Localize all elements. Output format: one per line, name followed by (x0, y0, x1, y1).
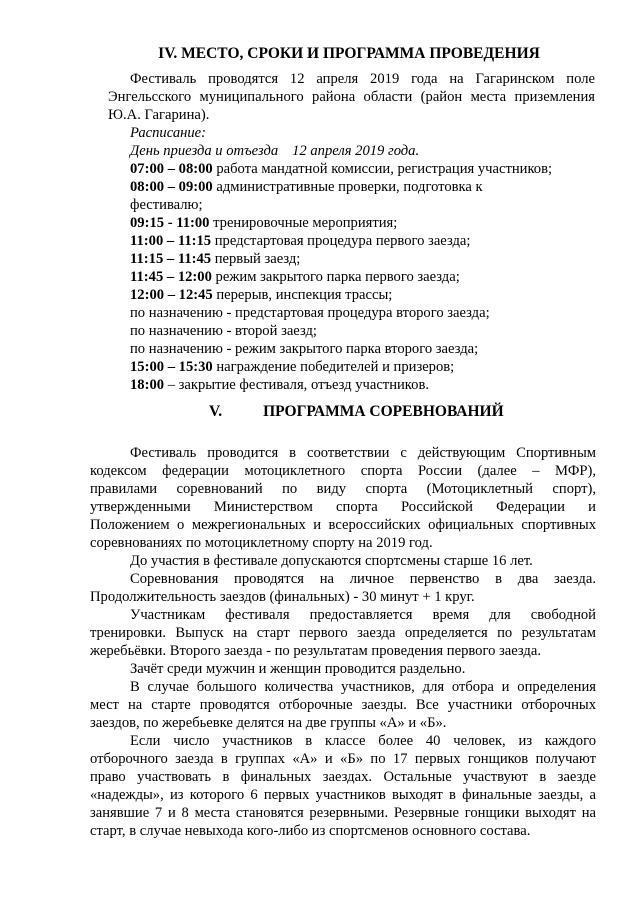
schedule-row (130, 322, 600, 340)
schedule-text: режим закрытого парка первого заезда; (211, 269, 460, 285)
schedule-row (130, 196, 600, 214)
body-line: Зачёт среди мужчин и женщин проводится раздельно. (130, 661, 466, 677)
body-line: тренировки. Выпуск на старт первого заезда определяется по результатам (90, 625, 596, 641)
intro-line-2: Энгельсского муниципального района области (район места приземления (108, 89, 595, 105)
arrival-label: День приезда и отъезда (130, 143, 279, 159)
body-line: Участникам фестиваля предоставляется время для свободной (130, 607, 596, 623)
schedule-time: 18:00 (130, 377, 165, 393)
schedule-time: 15:00 – 15:30 (130, 359, 213, 375)
schedule-row (130, 214, 600, 232)
section-5-numeral: V. (209, 403, 223, 420)
body-line: Соревнования проводятся на личное первенство в два заезда. (130, 571, 596, 587)
schedule-text: предстартовая процедура первого заезда; (211, 233, 471, 249)
schedule-text: награждение победителей и призеров; (212, 359, 455, 375)
arrival-line (130, 142, 600, 160)
section-5-title: ПРОГРАММА СОРЕВНОВАНИЙ (263, 403, 504, 420)
body-line: соревнованиях по мотоциклетному спорту на 2019 год. (90, 535, 433, 551)
body-line: занявшие 7 и 8 места становятся резервными. Резервные гонщики выходят на (90, 805, 596, 821)
schedule-text: административные проверки, подготовка к (212, 179, 483, 195)
schedule-row (130, 268, 600, 286)
body-line: Фестиваль проводится в соответствии с действующим Спортивным (130, 445, 596, 461)
body-line: утвержденными Министерством спорта Российской Федерации и (90, 499, 596, 515)
body-line: отборочного заезда в группах «А» и «Б» по 17 первых гонщиков получают (90, 751, 596, 767)
schedule-row (130, 340, 600, 358)
schedule-time: 11:00 – 11:15 (130, 233, 212, 249)
schedule-text: по назначению - предстартовая процедура второго заезда; (130, 305, 490, 321)
body-line: В случае большого количества участников, для отбора и определения (130, 679, 596, 695)
schedule-text: фестивалю; (130, 197, 203, 213)
schedule-text: по назначению - режим закрытого парка второго заезда; (130, 341, 479, 357)
schedule-time: 11:45 – 12:00 (130, 269, 212, 285)
body-line: старт, в случае невыхода кого-либо из спортсменов основного состава. (90, 823, 531, 839)
intro-line-1: Фестиваль проводятся 12 апреля 2019 года на Гагаринском поле (130, 71, 595, 87)
body-line: «надежды», из которого 6 первых участников выходят в финальные заезды, а (90, 787, 596, 803)
schedule-time: 08:00 – 09:00 (130, 179, 213, 195)
body-line: Положением о межрегиональных и всероссийских официальных спортивных (90, 517, 596, 533)
schedule-text: работа мандатной комиссии, регистрация участников; (212, 161, 553, 177)
schedule-text: первый заезд; (211, 251, 301, 267)
schedule-text: по назначению - второй заезд; (130, 323, 317, 339)
arrival-date: 12 апреля 2019 года. (292, 143, 420, 159)
section-4-heading: IV. МЕСТО, СРОКИ И ПРОГРАММА ПРОВЕДЕНИЯ (158, 45, 540, 62)
body-line: Продолжительность заездов (финальных) - 30 минут + 1 круг. (90, 589, 475, 605)
schedule-time: 07:00 – 08:00 (130, 161, 213, 177)
section-5-heading (209, 402, 504, 422)
body-line: кодексом федерации мотоциклетного спорта России (далее – МФР), (90, 463, 596, 479)
body-line: жеребьёвки. Второго заезда - по результатам проведения первого заезда. (90, 643, 541, 659)
schedule-time: 11:15 – 11:45 (130, 251, 212, 267)
body-line: право участвовать в финальных заездах. Остальные участвуют в заезде (90, 769, 596, 785)
intro-line-3: Ю.А. Гагарина). (108, 107, 210, 123)
schedule-row (130, 376, 600, 394)
schedule-time: 12:00 – 12:45 (130, 287, 213, 303)
body-line: Если число участников в классе более 40 человек, из каждого (130, 733, 596, 749)
schedule-text: тренировочные мероприятия; (209, 215, 398, 231)
schedule-row (130, 178, 600, 196)
schedule-text: – закрытие фестиваля, отъезд участников. (164, 377, 429, 393)
schedule-row (130, 286, 600, 304)
body-line: заездов, по жеребьевке делятся на две группы «А» и «Б». (90, 715, 447, 731)
schedule-row (130, 304, 600, 322)
schedule-row (130, 358, 600, 376)
body-line: До участия в фестивале допускаются спортсмены старше 16 лет. (130, 553, 533, 569)
schedule-row (130, 232, 600, 250)
schedule-text: перерыв, инспекция трассы; (212, 287, 393, 303)
body-line: правилами соревнований по виду спорта (Мотоциклетный спорт), (90, 481, 596, 497)
schedule-time: 09:15 - 11:00 (130, 215, 210, 231)
schedule-row (130, 250, 600, 268)
schedule-label: Расписание: (130, 125, 206, 141)
body-line: мест на старте проводятся отборочные заезды. Все участники отборочных (90, 697, 596, 713)
schedule-row (130, 160, 600, 178)
